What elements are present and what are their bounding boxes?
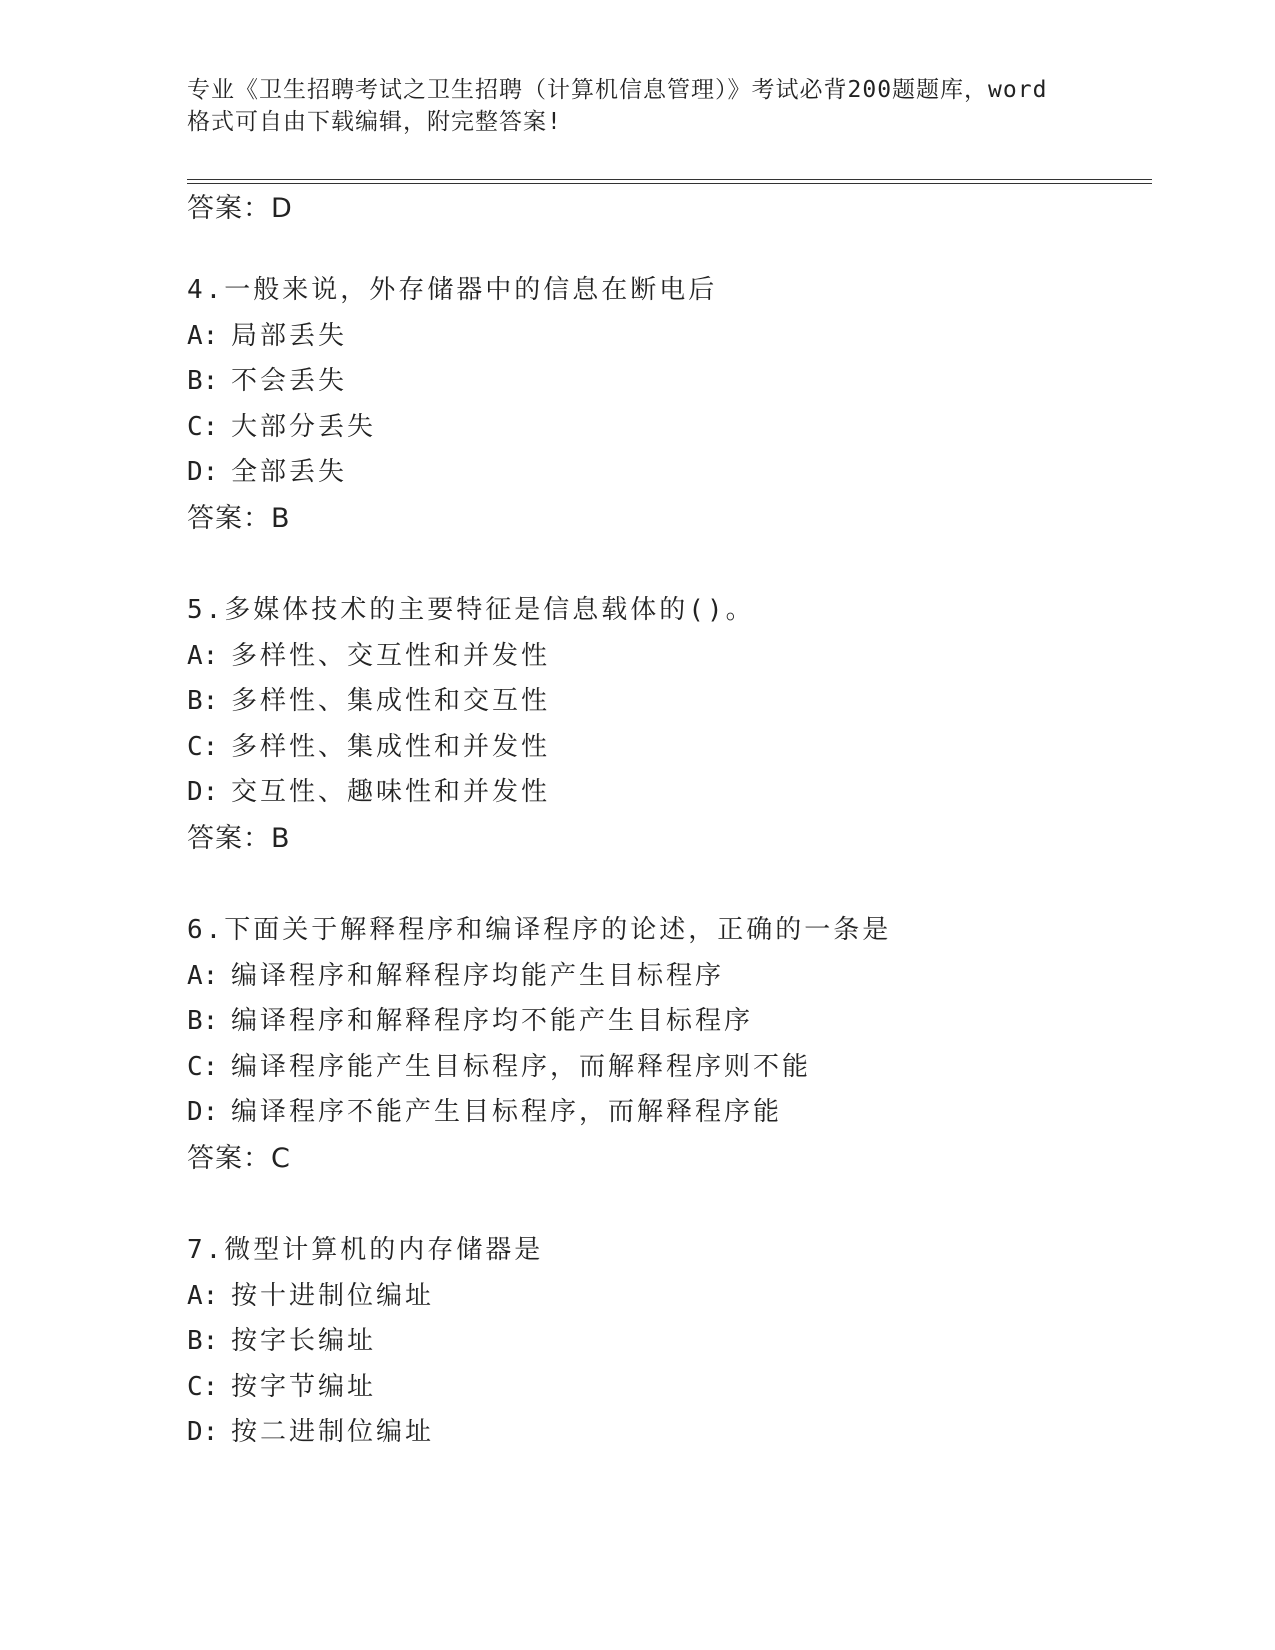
option-key: C: — [187, 411, 219, 442]
option-text: 按字节编址 — [231, 1371, 377, 1402]
option-b — [187, 999, 1147, 1045]
question-stem: 4.一般来说，外存储器中的信息在断电后 — [187, 275, 718, 305]
document-header — [187, 74, 1087, 138]
option-d — [187, 770, 1147, 816]
option-key: B: — [187, 1326, 219, 1357]
option-text: 编译程序能产生目标程序，而解释程序则不能 — [231, 1051, 812, 1082]
question-stem: 7.微型计算机的内存储器是 — [187, 1235, 544, 1265]
question-7 — [187, 1228, 1147, 1456]
prev-answer: 答案：D — [187, 193, 293, 224]
header-line-1: 专业《卫生招聘考试之卫生招聘（计算机信息管理）》考试必背200题题库，word — [187, 77, 1048, 103]
option-text: 大部分丢失 — [231, 411, 377, 442]
option-c — [187, 405, 1147, 451]
option-d — [187, 450, 1147, 496]
header-rule-bottom — [187, 183, 1152, 184]
option-text: 交互性、趣味性和并发性 — [231, 777, 551, 808]
option-d — [187, 1410, 1147, 1456]
option-a — [187, 634, 1147, 680]
option-key: C: — [187, 731, 219, 762]
option-text: 局部丢失 — [231, 320, 348, 351]
option-text: 编译程序和解释程序均不能产生目标程序 — [231, 1006, 754, 1037]
question-stem: 6.下面关于解释程序和编译程序的论述，正确的一条是 — [187, 915, 892, 945]
question-stem: 5.多媒体技术的主要特征是信息载体的()。 — [187, 595, 755, 625]
header-line-2: 格式可自由下载编辑，附完整答案! — [187, 109, 562, 135]
header-rule-top — [187, 179, 1152, 180]
option-key: D: — [187, 1417, 219, 1448]
answer: 答案：C — [187, 1142, 291, 1174]
option-key: D: — [187, 1097, 219, 1128]
option-text: 按二进制位编址 — [231, 1417, 435, 1448]
question-4 — [187, 268, 1147, 542]
option-b — [187, 359, 1147, 405]
option-key: A: — [187, 320, 219, 351]
option-key: B: — [187, 1006, 219, 1037]
option-text: 按十进制位编址 — [231, 1280, 435, 1311]
question-5 — [187, 588, 1147, 862]
option-key: D: — [187, 457, 219, 488]
option-text: 多样性、集成性和交互性 — [231, 686, 551, 717]
option-c — [187, 725, 1147, 771]
option-text: 多样性、集成性和并发性 — [231, 731, 551, 762]
option-key: D: — [187, 777, 219, 808]
option-key: B: — [187, 686, 219, 717]
option-text: 不会丢失 — [231, 366, 348, 397]
option-c — [187, 1045, 1147, 1091]
option-c — [187, 1365, 1147, 1411]
option-text: 全部丢失 — [231, 457, 348, 488]
option-key: B: — [187, 366, 219, 397]
option-text: 按字长编址 — [231, 1326, 377, 1357]
answer: 答案：B — [187, 502, 291, 534]
option-text: 编译程序和解释程序均能产生目标程序 — [231, 960, 725, 991]
option-key: A: — [187, 960, 219, 991]
option-key: C: — [187, 1371, 219, 1402]
option-key: A: — [187, 640, 219, 671]
option-text: 多样性、交互性和并发性 — [231, 640, 551, 671]
option-key: A: — [187, 1280, 219, 1311]
answer: 答案：B — [187, 822, 291, 854]
option-a — [187, 314, 1147, 360]
option-b — [187, 679, 1147, 725]
option-text: 编译程序不能产生目标程序，而解释程序能 — [231, 1097, 783, 1128]
option-key: C: — [187, 1051, 219, 1082]
option-d — [187, 1090, 1147, 1136]
option-b — [187, 1319, 1147, 1365]
question-6 — [187, 908, 1147, 1182]
option-a — [187, 954, 1147, 1000]
option-a — [187, 1274, 1147, 1320]
